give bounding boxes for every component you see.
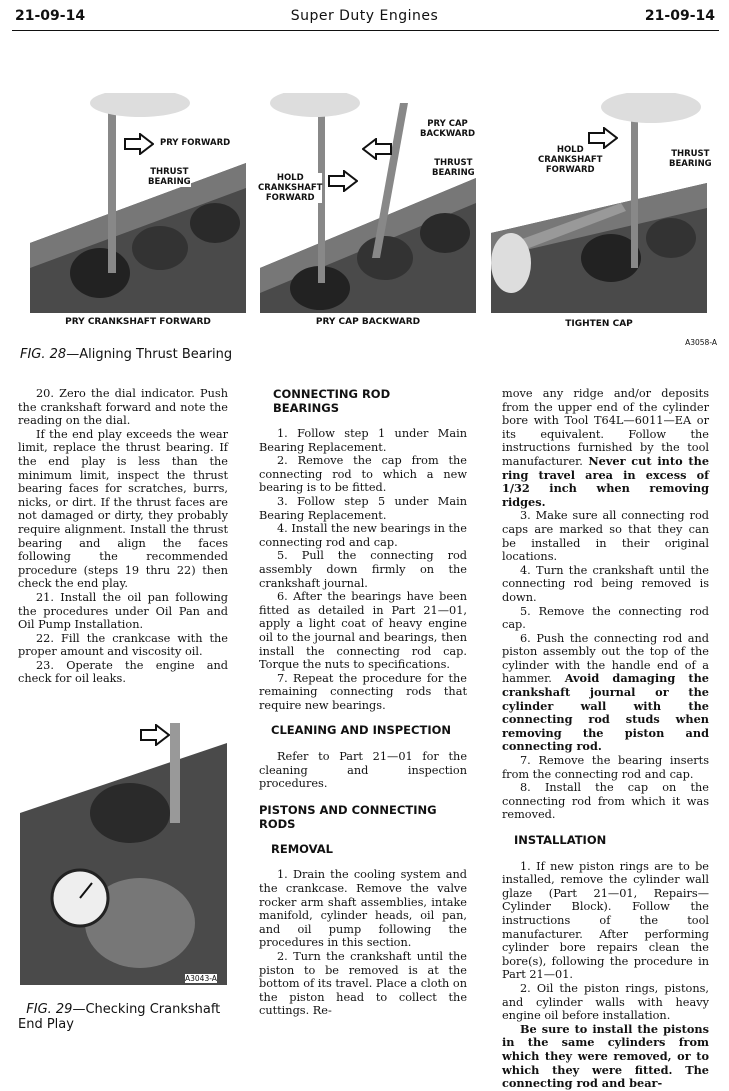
label-hold-crankshaft-forward: HOLD CRANKSHAFT FORWARD [538, 145, 603, 175]
column-1 [18, 387, 228, 686]
header-rule [12, 30, 719, 31]
fig28-code: A3058-A [685, 338, 717, 347]
fig29-caption: FIG. 29—Checking Crankshaft End Play [18, 1002, 221, 1032]
heading-pistons-and-connecting-rods: PISTONS AND CONNECTING RODS [259, 802, 437, 831]
paragraph: 6. After the bearings have been fitted as detailed in Part 21—01, apply a light coat of heavy engine oil to the journal and bearings, then install the connecting rod cap. Torque the nuts to specifications. [259, 590, 467, 672]
fig28-photo-pry-crankshaft [30, 93, 246, 313]
paragraph: 22. Fill the crankcase with the proper amount and viscosity oil. [18, 631, 228, 659]
paragraph: 2. Turn the crankshaft until the piston to be removed is at the bottom of its travel. Place a cloth on the piston head to collect the cuttings. Re- [259, 950, 467, 1018]
paragraph: 5. Remove the connecting rod cap. [502, 604, 709, 632]
fig29-title: Checking Crankshaft End Play [18, 1002, 221, 1032]
fig29-photo-dial-indicator [20, 723, 227, 985]
label-thrust-bearing: THRUST BEARING [432, 158, 475, 178]
paragraph: 7. Remove the bearing inserts from the connecting rod and cap. [502, 754, 709, 781]
arrow-backward-icon [362, 138, 392, 160]
arrow-forward-icon [328, 170, 358, 192]
label-hold-crankshaft-forward: HOLD CRANKSHAFT FORWARD [258, 173, 323, 203]
heading-removal: REMOVAL [271, 841, 333, 856]
arrow-forward-icon [140, 724, 170, 746]
paragraph: Refer to Part 21—01 for the cleaning and inspection procedures. [259, 750, 467, 791]
fig28-number: FIG. 28 [20, 347, 67, 362]
paragraph: 8. Install the cap on the connecting rod from which it was removed. [502, 781, 709, 822]
caption-pry-crankshaft-forward: PRY CRANKSHAFT FORWARD [65, 317, 211, 327]
paragraph: 2. Remove the cap from the connecting rod to which a new bearing is to be fitted. [259, 454, 467, 495]
label-thrust-bearing: THRUST BEARING [669, 149, 712, 169]
fig28-photo-tighten-cap [491, 93, 707, 313]
warning-text: Avoid damaging the crankshaft journal or the cylinder wall with the connecting rod studs when removing the piston and connecting rod. [502, 671, 709, 754]
paragraph [502, 632, 709, 754]
paragraph-text: 6. Push the connecting rod and piston assembly out the top of the cylinder with the handle end of a hammer. [502, 631, 709, 686]
paragraph: 2. Oil the piston rings, pistons, and cylinder walls with heavy engine oil before installation. [502, 981, 709, 1023]
paragraph: 4. Turn the crankshaft until the connecting rod being removed is down. [502, 563, 709, 604]
label-pry-forward: PRY FORWARD [160, 138, 231, 148]
paragraph [502, 387, 709, 509]
column-2 [259, 387, 467, 1018]
heading-installation: INSTALLATION [514, 833, 607, 847]
paragraph: 20. Zero the dial indicator. Push the crankshaft forward and note the reading on the dial. [18, 387, 228, 428]
warning-text: Be sure to install the pistons in the same cylinders from which they were removed, or to which they were fitted. The connecting rod and bear- [502, 1021, 709, 1091]
arrow-forward-icon [124, 133, 154, 155]
heading-cleaning-and-inspection: CLEANING AND INSPECTION [271, 723, 452, 738]
paragraph: If the end play exceeds the wear limit, replace the thrust bearing. If the end play is less than the minimum limit, inspect the thrust bearing faces for scratches, burrs, nicks, or dirt. If the thrust faces are not damaged or dirty, they probably require alignment. Install the thrust bearing and align the faces following the recommended procedure (steps 19 thru 22) then check the end play. [18, 427, 228, 591]
paragraph: 1. Follow step 1 under Main Bearing Replacement. [259, 427, 467, 454]
paragraph: 3. Follow step 5 under Main Bearing Replacement. [259, 494, 467, 522]
paragraph: 1. If new piston rings are to be installed, remove the cylinder wall glaze (Part 21—01, Repairs—Cylinder Block). Follow the instructions of the tool manufacturer. After performing cylinder bore repairs clean the bore(s), following the procedure in Part 21—01. [502, 859, 709, 982]
paragraph: 4. Install the new bearings in the connecting rod and cap. [259, 522, 467, 549]
fig29-number: FIG. 29 [26, 1002, 73, 1017]
column-3 [502, 387, 709, 1091]
caption-pry-cap-backward: PRY CAP BACKWARD [315, 317, 421, 327]
paragraph-text: move any ridge and/or deposits from the upper end of the cylinder bore with Tool T64L—6011—EA or its equivalent. Follow the instructions furnished by the tool manufacturer. [502, 387, 709, 468]
paragraph: 21. Install the oil pan following the procedures under Oil Pan and Oil Pump Installation. [18, 590, 228, 632]
paragraph: 5. Pull the connecting rod assembly down firmly on the crankshaft journal. [259, 549, 467, 590]
page-number-right: 21-09-14 [644, 8, 715, 24]
paragraph: 23. Operate the engine and check for oil leaks. [18, 658, 228, 686]
label-pry-cap-backward: PRY CAP BACKWARD [420, 119, 476, 139]
page-number-left: 21-09-14 [15, 8, 86, 24]
paragraph: 3. Make sure all connecting rod caps are marked so that they can be installed in their original locations. [502, 509, 709, 564]
fig28-caption: FIG. 28—Aligning Thrust Bearing [20, 347, 233, 362]
paragraph: 7. Repeat the procedure for the remaining connecting rods that require new bearings. [259, 671, 467, 712]
heading-connecting-rod-bearings: CONNECTING ROD BEARINGS [273, 387, 391, 415]
page-header-title: Super Duty Engines [290, 8, 439, 24]
warning-text: Never cut into the ring travel area in excess of 1/32 inch when removing ridges. [502, 453, 710, 509]
fig29-code: A3043-A [185, 974, 217, 983]
label-thrust-bearing: THRUST BEARING [148, 167, 191, 187]
paragraph [502, 1023, 709, 1091]
paragraph: 1. Drain the cooling system and the crankcase. Remove the valve rocker arm shaft assemblies, intake manifold, cylinder heads, oil pan, and oil pump following the procedures in this section. [259, 868, 467, 950]
caption-tighten-cap: TIGHTEN CAP [565, 319, 633, 329]
fig28-title: Aligning Thrust Bearing [79, 347, 233, 362]
